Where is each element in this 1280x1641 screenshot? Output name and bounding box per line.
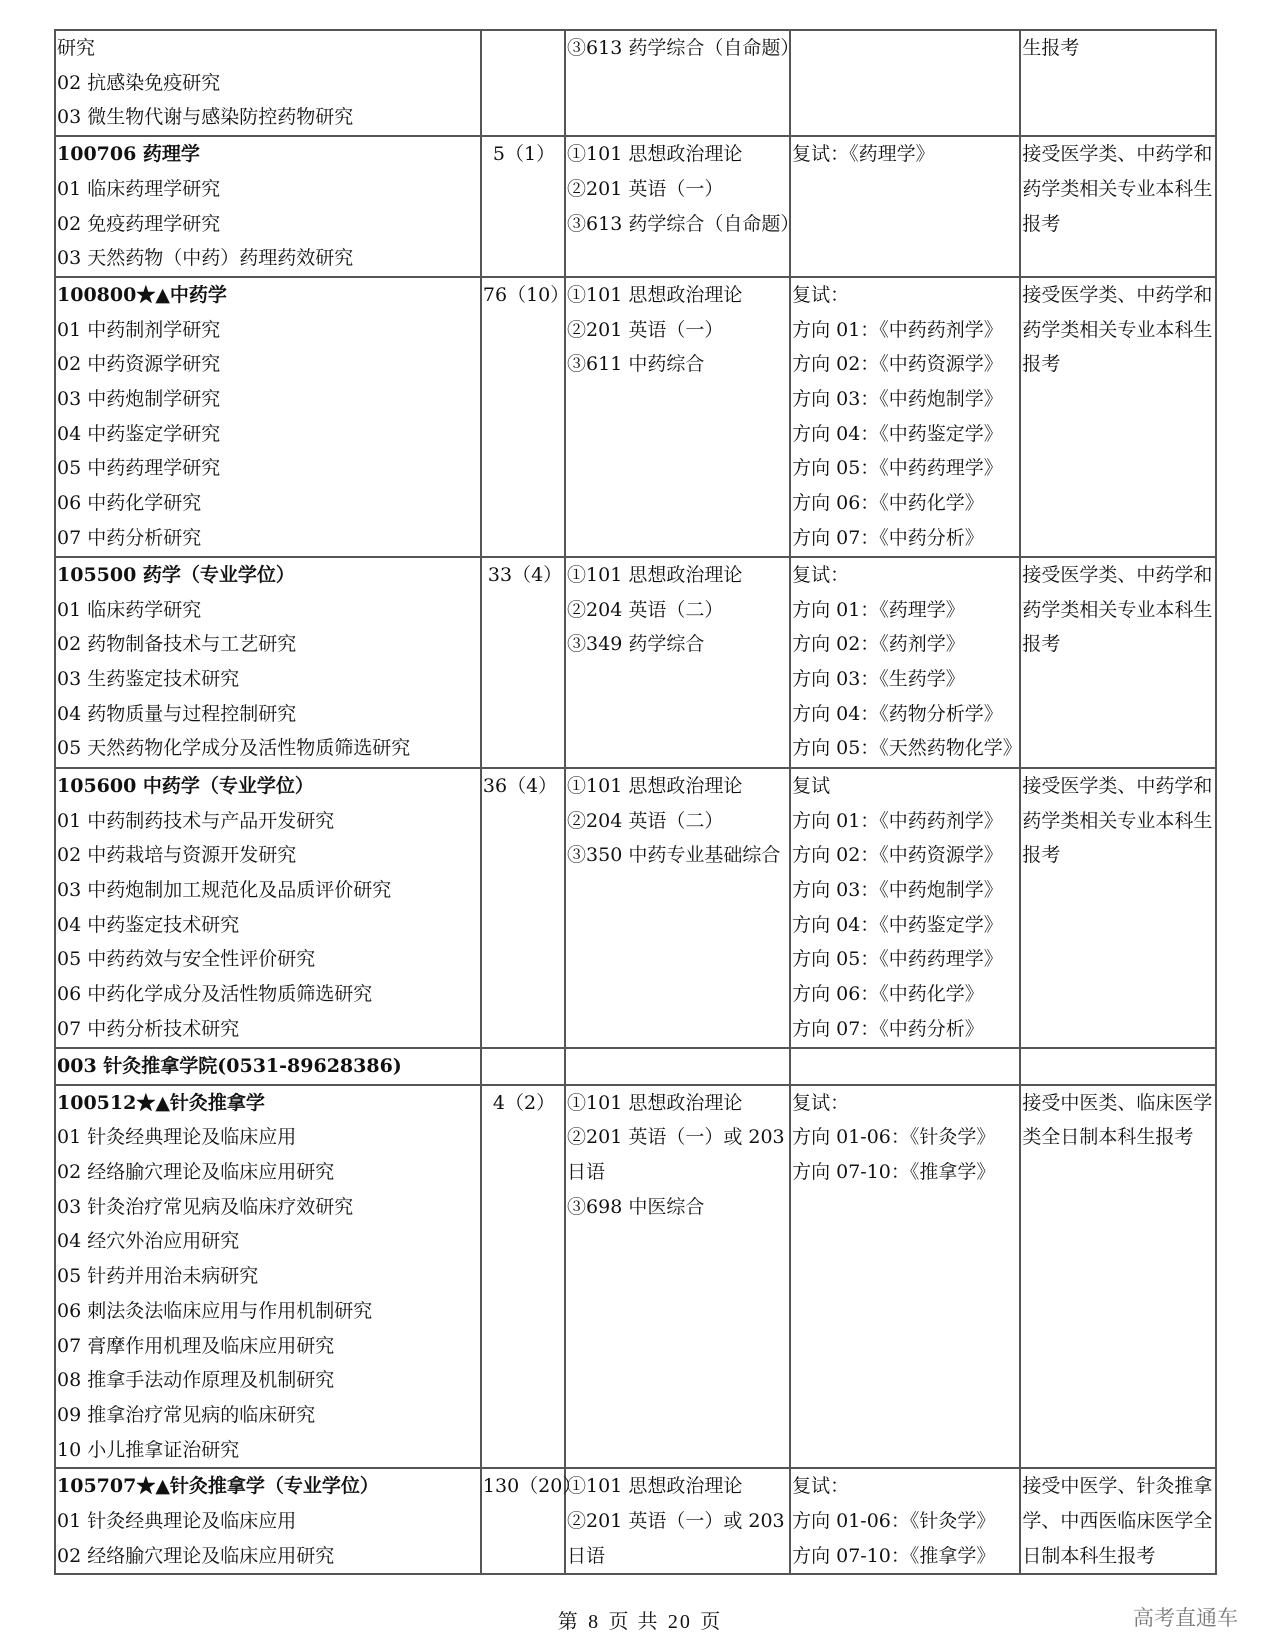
- retest-line: 复试: [792, 774, 831, 797]
- major-line: 08 推拿手法动作原理及机制研究: [57, 1369, 335, 1392]
- notes-cell: [1020, 277, 1216, 557]
- exam-line: ③349 药学综合: [567, 633, 705, 656]
- table-row: [55, 1085, 1216, 1469]
- quota-value: 76（10）: [482, 283, 570, 306]
- retest-cell: [790, 1085, 1020, 1469]
- major-line: 02 中药栽培与资源开发研究: [57, 844, 297, 867]
- major-line: 01 针灸经典理论及临床应用: [57, 1510, 297, 1533]
- exam-cell: [565, 136, 800, 277]
- major-line: 04 经穴外治应用研究: [57, 1230, 240, 1253]
- exam-line: ②201 英语（一）或 203 日语: [567, 1126, 785, 1184]
- major-line: 05 天然药物化学成分及活性物质筛选研究: [57, 737, 411, 760]
- exam-line: ②201 英语（一）或 203 日语: [567, 1510, 785, 1567]
- major-title: 100800★▲中药学: [57, 283, 227, 306]
- major-line: 01 针灸经典理论及临床应用: [57, 1126, 297, 1149]
- retest-line: 方向 06：《中药化学》: [792, 983, 984, 1006]
- quota-cell: [481, 1048, 565, 1085]
- retest-line: 方向 07：《中药分析》: [792, 1017, 984, 1040]
- notes-cell: [1020, 1085, 1216, 1469]
- retest-line: 方向 07-10：《推拿学》: [792, 1544, 996, 1567]
- major-line: 04 药物质量与过程控制研究: [57, 702, 297, 725]
- major-line: 04 中药鉴定学研究: [57, 422, 221, 445]
- exam-line: ②201 英语（一）: [567, 318, 724, 341]
- section-title: 003 针灸推拿学院(0531-89628386): [57, 1054, 402, 1077]
- retest-line: 方向 06：《中药化学》: [792, 492, 984, 515]
- retest-line: 方向 01-06：《针灸学》: [792, 1126, 996, 1149]
- major-title: 100706 药理学: [57, 143, 200, 166]
- retest-line: 方向 05：《中药药理学》: [792, 948, 1003, 971]
- quota-cell: [481, 1468, 582, 1574]
- notes-text: 接受医学类、中药学和药学类相关专业本科生报考: [1022, 774, 1213, 867]
- major-line: 03 天然药物（中药）药理药效研究: [57, 247, 354, 270]
- major-title: 105500 药学（专业学位）: [57, 563, 295, 586]
- retest-line: 方向 03：《生药学》: [792, 668, 965, 691]
- exam-line: ①101 思想政治理论: [567, 283, 743, 306]
- retest-line: 复试：: [792, 283, 850, 306]
- retest-line: 方向 03：《中药炮制学》: [792, 879, 1003, 902]
- notes-text: 接受医学类、中药学和药学类相关专业本科生报考: [1022, 563, 1213, 656]
- quota-value: 130（20）: [482, 1475, 582, 1498]
- footer-prefix: 第: [557, 1611, 580, 1633]
- major-line: 06 中药化学成分及活性物质筛选研究: [57, 983, 373, 1006]
- major-line: 07 中药分析技术研究: [57, 1017, 240, 1040]
- notes-cell: [1020, 30, 1216, 136]
- retest-cell: [790, 768, 1020, 1048]
- exam-line: ③350 中药专业基础综合: [567, 844, 781, 867]
- retest-line: 方向 02：《药剂学》: [792, 633, 965, 656]
- retest-line: 复试：《药理学》: [792, 143, 935, 166]
- quota-cell: [481, 277, 570, 557]
- major-title: 105600 中药学（专业学位）: [57, 774, 314, 797]
- retest-line: 方向 03：《中药炮制学》: [792, 388, 1003, 411]
- major-line: 01 中药制药技术与产品开发研究: [57, 809, 335, 832]
- exam-line: ①101 思想政治理论: [567, 563, 743, 586]
- exam-cell: [565, 557, 790, 768]
- retest-line: 方向 01-06：《针灸学》: [792, 1510, 996, 1533]
- exam-line: ②204 英语（二）: [567, 598, 724, 621]
- retest-line: 复试：: [792, 1475, 850, 1498]
- notes-text: 接受中医类、临床医学类全日制本科生报考: [1022, 1091, 1213, 1149]
- table-row: [55, 136, 1216, 277]
- quota-cell: [481, 557, 565, 768]
- major-line: 07 中药分析研究: [57, 526, 202, 549]
- quota-cell: [481, 1085, 565, 1469]
- major-cell: [55, 1468, 481, 1574]
- major-title: 100512★▲针灸推拿学: [57, 1091, 265, 1114]
- table-row: [55, 1468, 1216, 1574]
- major-line: 03 中药炮制学研究: [57, 388, 221, 411]
- notes-cell: [1020, 1048, 1216, 1085]
- retest-cell: [790, 557, 1020, 768]
- table-row: [55, 277, 1216, 557]
- major-line: 05 针药并用治未病研究: [57, 1265, 259, 1288]
- major-line: 01 中药制剂学研究: [57, 318, 221, 341]
- retest-line: 方向 02：《中药资源学》: [792, 353, 1003, 376]
- exam-cell: [565, 1085, 790, 1469]
- major-line: 10 小儿推拿证治研究: [57, 1438, 240, 1461]
- exam-line: ①101 思想政治理论: [567, 1475, 743, 1498]
- exam-line: ②204 英语（二）: [567, 809, 724, 832]
- exam-line: ①101 思想政治理论: [567, 774, 743, 797]
- notes-text: 生报考: [1022, 37, 1080, 59]
- retest-cell: [790, 1048, 1020, 1085]
- major-line: 05 中药药理学研究: [57, 457, 221, 480]
- section-title-cell: [55, 1048, 481, 1085]
- major-line: 01 临床药学研究: [57, 598, 202, 621]
- major-line: 04 中药鉴定技术研究: [57, 913, 240, 936]
- section-row: [55, 1048, 1216, 1085]
- retest-line: 方向 02：《中药资源学》: [792, 844, 1003, 867]
- retest-line: 复试：: [792, 563, 850, 586]
- footer-page-number: 8: [588, 1611, 601, 1633]
- major-line: 03 微生物代谢与感染防控药物研究: [57, 106, 354, 129]
- retest-line: 方向 05：《中药药理学》: [792, 457, 1003, 480]
- quota-value: 5（1）: [492, 143, 556, 166]
- notes-text: 接受中医学、针灸推拿学、中西医临床医学全日制本科生报考: [1022, 1475, 1213, 1567]
- quota-value: 33（4）: [487, 563, 563, 586]
- exam-cell: [565, 30, 800, 136]
- exam-cell: [565, 768, 790, 1048]
- major-title: 105707★▲针灸推拿学（专业学位）: [57, 1475, 379, 1498]
- footer-middle: 页 共: [608, 1611, 660, 1633]
- retest-line: 方向 07-10：《推拿学》: [792, 1161, 996, 1184]
- exam-line: ③613 药学综合（自命题）: [567, 37, 800, 59]
- exam-line: ③698 中医综合: [567, 1195, 705, 1218]
- table-body: [55, 30, 1216, 1574]
- notes-cell: [1020, 768, 1216, 1048]
- exam-cell: [565, 277, 790, 557]
- admissions-table: [54, 29, 1217, 1575]
- quota-cell: [481, 136, 565, 277]
- page-footer: [0, 1605, 1280, 1634]
- notes-text: 接受医学类、中药学和药学类相关专业本科生报考: [1022, 283, 1213, 376]
- major-cell: [55, 30, 481, 136]
- exam-line: ③611 中药综合: [567, 353, 705, 376]
- major-line: 03 生药鉴定技术研究: [57, 668, 240, 691]
- retest-line: 方向 04：《中药鉴定学》: [792, 913, 1003, 936]
- major-line: 研究: [57, 37, 96, 59]
- watermark: 高考直通车: [1133, 1606, 1238, 1630]
- retest-cell: [790, 30, 1020, 136]
- notes-cell: [1020, 136, 1216, 277]
- notes-cell: [1020, 557, 1216, 768]
- retest-line: 方向 04：《药物分析学》: [792, 702, 1003, 725]
- major-line: 02 经络腧穴理论及临床应用研究: [57, 1544, 335, 1567]
- major-line: 02 中药资源学研究: [57, 353, 221, 376]
- major-line: 06 刺法灸法临床应用与作用机制研究: [57, 1299, 373, 1322]
- notes-text: 接受医学类、中药学和药学类相关专业本科生报考: [1022, 143, 1213, 235]
- quota-cell: [481, 768, 565, 1048]
- retest-line: 方向 01：《中药药剂学》: [792, 318, 1003, 341]
- retest-line: 方向 01：《中药药剂学》: [792, 809, 1003, 832]
- major-line: 03 针灸治疗常见病及临床疗效研究: [57, 1195, 354, 1218]
- retest-line: 方向 05：《天然药物化学》: [792, 737, 1022, 760]
- major-line: 02 药物制备技术与工艺研究: [57, 633, 297, 656]
- major-line: 02 经络腧穴理论及临床应用研究: [57, 1161, 335, 1184]
- major-cell: [55, 136, 481, 277]
- major-cell: [55, 1085, 481, 1469]
- major-line: 03 中药炮制加工规范化及品质评价研究: [57, 879, 392, 902]
- footer-total-pages: 20: [667, 1611, 692, 1633]
- major-line: 06 中药化学研究: [57, 492, 202, 515]
- table-row: [55, 30, 1216, 136]
- exam-line: ③613 药学综合（自命题）: [567, 212, 800, 235]
- retest-cell: [790, 1468, 1020, 1574]
- major-line: 05 中药药效与安全性评价研究: [57, 948, 316, 971]
- exam-line: ①101 思想政治理论: [567, 1091, 743, 1114]
- major-line: 07 膏摩作用机理及临床应用研究: [57, 1334, 335, 1357]
- footer-suffix: 页: [700, 1611, 723, 1633]
- notes-cell: [1020, 1468, 1216, 1574]
- major-line: 01 临床药理学研究: [57, 177, 221, 200]
- quota-cell: [481, 30, 565, 136]
- retest-cell: [790, 277, 1020, 557]
- quota-value: 4（2）: [492, 1091, 556, 1114]
- table-row: [55, 768, 1216, 1048]
- major-line: 02 免疫药理学研究: [57, 212, 221, 235]
- retest-cell: [790, 136, 1020, 277]
- major-cell: [55, 557, 481, 768]
- exam-line: ②201 英语（一）: [567, 177, 724, 200]
- major-cell: [55, 277, 481, 557]
- major-cell: [55, 768, 481, 1048]
- exam-cell: [565, 1048, 790, 1085]
- major-line: 09 推拿治疗常见病的临床研究: [57, 1403, 316, 1426]
- retest-line: 复试：: [792, 1091, 850, 1114]
- exam-line: ①101 思想政治理论: [567, 143, 743, 166]
- retest-line: 方向 07：《中药分析》: [792, 526, 984, 549]
- exam-cell: [565, 1468, 790, 1574]
- table-row: [55, 557, 1216, 768]
- quota-value: 36（4）: [482, 774, 558, 797]
- retest-line: 方向 04：《中药鉴定学》: [792, 422, 1003, 445]
- major-line: 02 抗感染免疫研究: [57, 71, 221, 94]
- retest-line: 方向 01：《药理学》: [792, 598, 965, 621]
